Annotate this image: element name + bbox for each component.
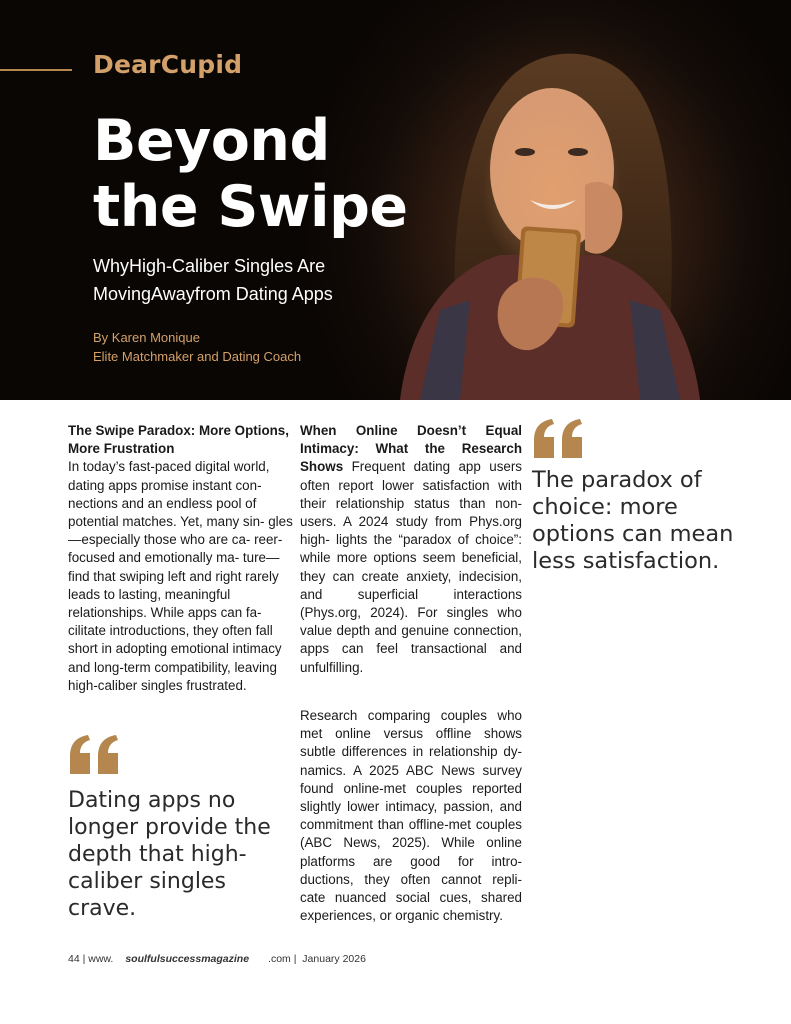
- quote-mark-icon: [66, 734, 122, 776]
- article-title: [93, 108, 433, 240]
- footer-site-name: soulfulsuccessmagazine: [125, 953, 250, 965]
- column-2: [300, 422, 522, 677]
- brand-name: DearCupid: [93, 50, 243, 79]
- section-heading: The Swipe Paradox: More Options, More Frustration: [68, 423, 289, 457]
- author-name: By Karen Monique: [93, 330, 200, 345]
- footer-page-prefix: 44 | www.: [68, 953, 114, 965]
- pull-quote: The paradox of choice: more options can mean less satisfaction.: [532, 467, 734, 574]
- footer-date: January 2026: [302, 953, 366, 965]
- hero-banner: [0, 0, 791, 400]
- column-1: [68, 422, 294, 695]
- article-subtitle: [93, 252, 393, 308]
- subtitle-line: MovingAwayfrom Dating Apps: [93, 284, 333, 304]
- title-line: Beyond: [93, 108, 330, 174]
- author-role: Elite Matchmaker and Dating Coach: [93, 349, 302, 364]
- pull-quote: Dating apps no longer provide the depth that high-caliber singles crave.: [68, 788, 271, 921]
- footer-site-suffix: .com |: [268, 953, 297, 965]
- page-footer: [68, 953, 366, 965]
- title-line: the Swipe: [93, 174, 408, 240]
- accent-rule: [0, 69, 72, 71]
- section-heading: When Online Doesn’t Equal Intimacy: What the Research Shows: [300, 423, 522, 475]
- column-2-continued: [300, 707, 522, 925]
- subtitle-line: WhyHigh-Caliber Singles Are: [93, 256, 326, 276]
- section-paragraph: [300, 422, 522, 677]
- quote-mark-icon: [530, 418, 586, 460]
- byline: [93, 328, 301, 366]
- section-body: In today’s fast-paced digital world, dating apps promise instant con- nections and an endless pool of potential matches. Yet, many sin- gles—especially those who are ca- reer-focused and emotionally ma- ture—find that swiping left and right rarely leads to lasting, meaningful relationships. While apps can fa- cilitate introductions, they often fall short in adopting emotional intimacy and long-term compatibility, leaving high-caliber singles frustrated.: [68, 459, 293, 693]
- section-body: Research comparing couples who met online versus offline shows subtle differences in relationship dy- namics. A 2025 ABC News survey found online-met couples reported slightly lower intimacy, passion, and commitment than offline-met couples (ABC News, 2025). While online platforms are good for intro- ductions, they often cannot repli- cate nuanced social cues, shared experiences, or organic chemistry.: [300, 708, 522, 924]
- section-body: Frequent dating app users often report lower satisfaction with their relationship status than non- users. A 2024 study from Phys.org high- lights the “paradox of choice”: while more options seem beneficial, they can create anxiety, indecision, and superficial interactions (Phys.org, 2024). For singles who value depth and genuine connection, apps can feel transactional and unfulfilling.: [300, 459, 522, 675]
